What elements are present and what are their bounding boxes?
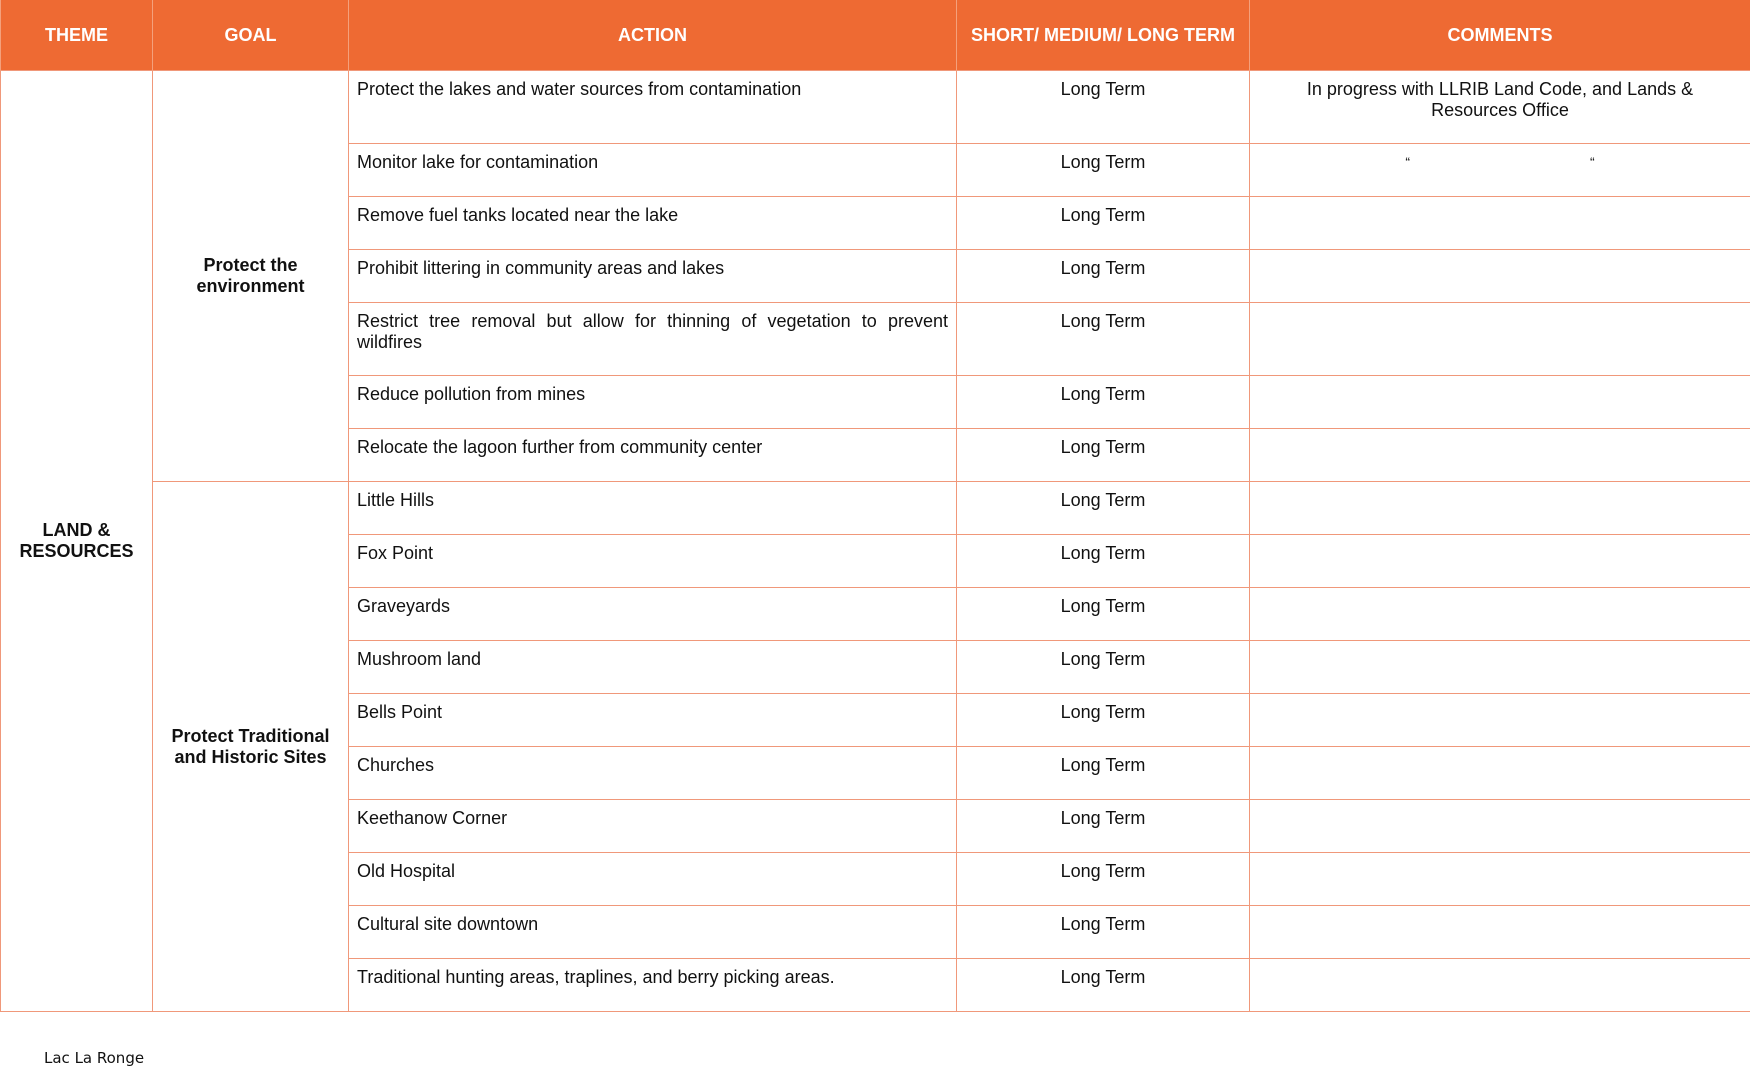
table-row (1, 482, 1750, 535)
term-cell: Long Term (957, 747, 1250, 800)
action-cell: Keethanow Corner (349, 800, 957, 853)
term-cell: Long Term (957, 303, 1250, 376)
action-cell: Monitor lake for contamination (349, 144, 957, 197)
action-cell: Mushroom land (349, 641, 957, 694)
comment-cell (1250, 694, 1750, 747)
action-cell: Old Hospital (349, 853, 957, 906)
action-cell: Fox Point (349, 535, 957, 588)
term-cell: Long Term (957, 250, 1250, 303)
theme-cell: LAND & RESOURCES (1, 71, 153, 1012)
action-cell: Reduce pollution from mines (349, 376, 957, 429)
action-cell: Churches (349, 747, 957, 800)
comment-cell (1250, 303, 1750, 376)
goal-cell: Protect Traditional and Historic Sites (153, 482, 349, 1012)
header-row (1, 0, 1750, 71)
comment-cell (1250, 853, 1750, 906)
header-comments: COMMENTS (1250, 0, 1750, 71)
term-cell: Long Term (957, 197, 1250, 250)
comment-cell (1250, 959, 1750, 1012)
action-cell: Graveyards (349, 588, 957, 641)
action-cell: Cultural site downtown (349, 906, 957, 959)
term-cell: Long Term (957, 376, 1250, 429)
term-cell: Long Term (957, 144, 1250, 197)
term-cell: Long Term (957, 800, 1250, 853)
term-cell: Long Term (957, 482, 1250, 535)
ditto-mark-left: “ (1405, 154, 1410, 170)
action-cell: Traditional hunting areas, traplines, and berry picking areas. (349, 959, 957, 1012)
term-cell: Long Term (957, 429, 1250, 482)
term-cell: Long Term (957, 959, 1250, 1012)
goal-cell: Protect the environment (153, 71, 349, 482)
comment-cell (1250, 588, 1750, 641)
header-action: ACTION (349, 0, 957, 71)
action-cell: Remove fuel tanks located near the lake (349, 197, 957, 250)
header-goal: GOAL (153, 0, 349, 71)
ditto-marks (1294, 152, 1706, 173)
comment-cell (1250, 641, 1750, 694)
comment-cell (1250, 482, 1750, 535)
comment-cell (1250, 747, 1750, 800)
term-cell: Long Term (957, 853, 1250, 906)
comment-cell (1250, 197, 1750, 250)
header-theme: THEME (1, 0, 153, 71)
comment-cell (1250, 376, 1750, 429)
action-cell: Little Hills (349, 482, 957, 535)
header-term: SHORT/ MEDIUM/ LONG TERM (957, 0, 1250, 71)
table-row (1, 71, 1750, 144)
comment-cell (1250, 250, 1750, 303)
term-cell: Long Term (957, 641, 1250, 694)
comment-cell: In progress with LLRIB Land Code, and Lands & Resources Office (1250, 71, 1750, 144)
comment-cell (1250, 800, 1750, 853)
action-cell: Prohibit littering in community areas and lakes (349, 250, 957, 303)
term-cell: Long Term (957, 535, 1250, 588)
term-cell: Long Term (957, 906, 1250, 959)
comment-cell (1250, 429, 1750, 482)
footer-label: Lac La Ronge (44, 1049, 145, 1067)
action-cell: Relocate the lagoon further from community center (349, 429, 957, 482)
action-cell: Restrict tree removal but allow for thinning of vegetation to prevent wildfires (349, 303, 957, 376)
term-cell: Long Term (957, 71, 1250, 144)
action-cell: Protect the lakes and water sources from contamination (349, 71, 957, 144)
comment-cell (1250, 144, 1750, 197)
term-cell: Long Term (957, 588, 1250, 641)
ditto-mark-right: “ (1590, 154, 1595, 170)
action-cell: Bells Point (349, 694, 957, 747)
comment-cell (1250, 535, 1750, 588)
comment-cell (1250, 906, 1750, 959)
term-cell: Long Term (957, 694, 1250, 747)
